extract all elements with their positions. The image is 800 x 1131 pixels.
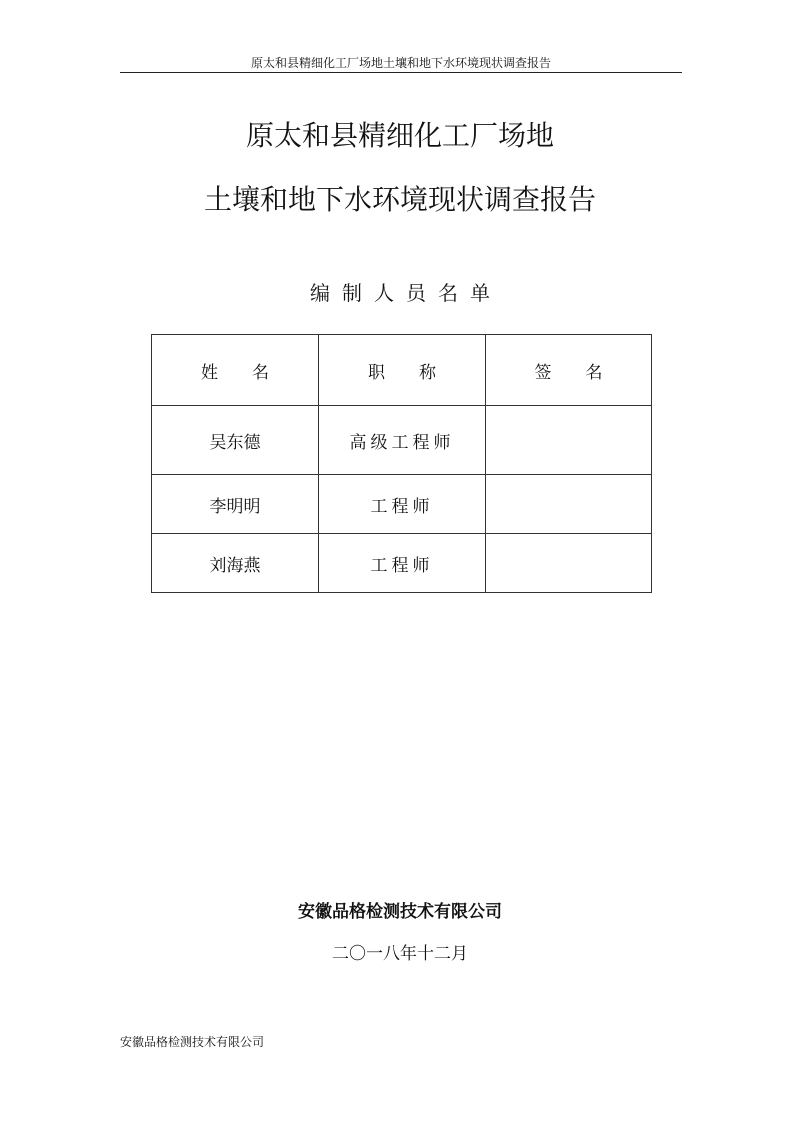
staff-title-cell: 工程师	[319, 534, 486, 593]
column-header-signature: 签 名	[486, 335, 652, 406]
table-row	[152, 475, 652, 534]
staff-signature-cell	[486, 475, 652, 534]
staff-name-cell: 刘海燕	[152, 534, 319, 593]
issue-date: 二〇一八年十二月	[332, 944, 468, 964]
staff-name-cell: 李明明	[152, 475, 319, 534]
issuing-company: 安徽品格检测技术有限公司	[298, 902, 502, 922]
staff-list-heading: 编制人员名单	[310, 281, 502, 305]
staff-name-cell: 吴东德	[152, 406, 319, 475]
page-footer: 安徽品格检测技术有限公司	[120, 1035, 265, 1049]
column-header-title: 职 称	[319, 335, 486, 406]
staff-table	[151, 334, 652, 593]
header-rule	[120, 72, 682, 73]
report-title-line-1: 原太和县精细化工厂场地	[245, 119, 554, 152]
column-header-name: 姓 名	[152, 335, 319, 406]
table-row	[152, 534, 652, 593]
report-title-line-2: 土壤和地下水环境现状调查报告	[203, 183, 596, 216]
staff-signature-cell	[486, 406, 652, 475]
running-header: 原太和县精细化工厂场地土壤和地下水环境现状调查报告	[250, 56, 551, 70]
table-row	[152, 406, 652, 475]
staff-signature-cell	[486, 534, 652, 593]
staff-title-cell: 工程师	[319, 475, 486, 534]
staff-title-cell: 高级工程师	[319, 406, 486, 475]
table-header-row	[152, 335, 652, 406]
